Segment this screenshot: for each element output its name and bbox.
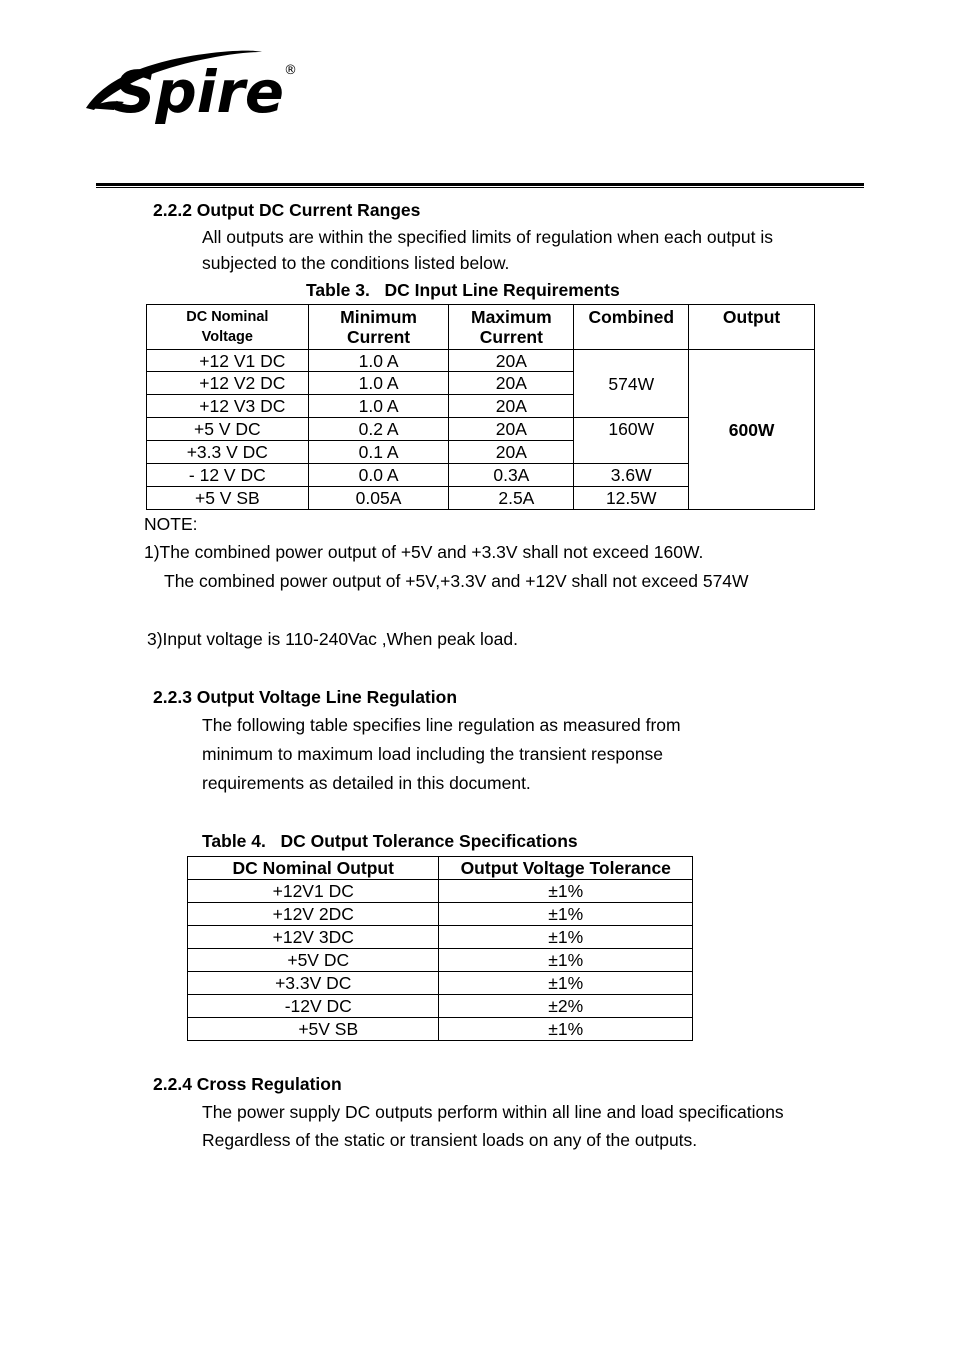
spire-logo-graphic <box>84 40 304 132</box>
table3-dc-input-line-requirements <box>146 304 815 510</box>
table-row <box>188 903 693 926</box>
cell-max-current: 0.3A <box>449 464 574 487</box>
spire-logo <box>84 40 304 137</box>
cell-min-current: 0.1 A <box>308 441 449 464</box>
cell-min-current: 0.0 A <box>308 464 449 487</box>
cell-min-current: 0.05A <box>308 487 449 510</box>
table-header-row <box>147 305 815 350</box>
cell-voltage: +12 V3 DC <box>147 395 309 418</box>
note-line: The combined power output of +5V,+3.3V and +12V shall not exceed 574W <box>164 571 749 591</box>
note-title: NOTE: <box>144 514 198 534</box>
cell-combined: 160W <box>574 418 689 464</box>
cell-tolerance: ±1% <box>439 880 693 903</box>
header-rule-thin <box>96 187 864 188</box>
header-output: Output <box>689 305 815 350</box>
cell-combined: 574W <box>574 350 689 418</box>
cell-tolerance: ±1% <box>439 926 693 949</box>
table-row <box>188 995 693 1018</box>
note-line: 3)Input voltage is 110-240Vac ,When peak load. <box>147 629 518 649</box>
section-body-line: minimum to maximum load including the transient response <box>202 744 664 764</box>
cell-voltage: +12 V1 DC <box>147 350 309 372</box>
cell-max-current: 2.5A <box>449 487 574 510</box>
header-minimum-current <box>308 305 449 350</box>
table-row <box>188 880 693 903</box>
cell-min-current: 1.0 A <box>308 350 449 372</box>
cell-output: +5V DC <box>188 949 439 972</box>
cell-output: +12V1 DC <box>188 880 439 903</box>
section-heading-2-2-2: 2.2.2 Output DC Current Ranges <box>153 200 421 220</box>
section-body-line: Regardless of the static or transient loads on any of the outputs. <box>202 1130 698 1150</box>
cell-tolerance: ±1% <box>439 949 693 972</box>
cell-output: -12V DC <box>188 995 439 1018</box>
section-body-line: requirements as detailed in this document. <box>202 773 531 793</box>
section-heading-2-2-3: 2.2.3 Output Voltage Line Regulation <box>153 687 458 707</box>
header-text: Voltage <box>201 329 253 345</box>
section-body-line: subjected to the conditions listed below. <box>202 253 510 273</box>
table-row <box>188 1018 693 1041</box>
header-rule <box>96 183 864 186</box>
header-text: Maximum <box>471 307 552 327</box>
cell-max-current: 20A <box>449 395 574 418</box>
cell-min-current: 1.0 A <box>308 395 449 418</box>
cell-tolerance: ±1% <box>439 1018 693 1041</box>
cell-tolerance: ±1% <box>439 903 693 926</box>
table-row <box>188 926 693 949</box>
cell-output: +5V SB <box>188 1018 439 1041</box>
cell-max-current: 20A <box>449 441 574 464</box>
cell-combined: 12.5W <box>574 487 689 510</box>
section-body-line: All outputs are within the specified limits of regulation when each output is <box>202 227 774 247</box>
cell-max-current: 20A <box>449 418 574 441</box>
cell-voltage: +3.3 V DC <box>147 441 309 464</box>
cell-tolerance: ±1% <box>439 972 693 995</box>
cell-voltage: - 12 V DC <box>147 464 309 487</box>
note-line: 1)The combined power output of +5V and +3.3V shall not exceed 160W. <box>144 542 704 562</box>
cell-tolerance: ±2% <box>439 995 693 1018</box>
header-combined: Combined <box>574 305 689 350</box>
cell-output: +12V 3DC <box>188 926 439 949</box>
cell-max-current: 20A <box>449 372 574 395</box>
svg-text:®: ® <box>284 63 297 78</box>
header-output-voltage-tolerance: Output Voltage Tolerance <box>439 857 693 880</box>
section-body-line: The power supply DC outputs perform within all line and load specifications <box>202 1102 784 1122</box>
header-maximum-current <box>449 305 574 350</box>
cell-output: +12V 2DC <box>188 903 439 926</box>
cell-max-current: 20A <box>449 350 574 372</box>
table-row <box>188 949 693 972</box>
table-row <box>188 972 693 995</box>
header-text: Current <box>479 327 543 347</box>
table3-caption: Table 3. DC Input Line Requirements <box>306 280 620 300</box>
cell-voltage: +5 V SB <box>147 487 309 510</box>
table-row <box>147 350 815 372</box>
table-header-row <box>188 857 693 880</box>
cell-combined: 3.6W <box>574 464 689 487</box>
cell-min-current: 0.2 A <box>308 418 449 441</box>
header-text: DC Nominal <box>186 309 269 325</box>
header-text: Current <box>346 327 411 347</box>
section-body-line: The following table specifies line regulation as measured from <box>202 715 681 735</box>
header-dc-nominal-voltage <box>147 305 309 350</box>
header-text: Minimum <box>340 307 417 327</box>
section-heading-2-2-4: 2.2.4 Cross Regulation <box>153 1074 342 1094</box>
table4-dc-output-tolerance <box>187 856 693 1041</box>
cell-voltage: +12 V2 DC <box>147 372 309 395</box>
cell-min-current: 1.0 A <box>308 372 449 395</box>
svg-text:Spire: Spire <box>114 58 284 126</box>
cell-voltage: +5 V DC <box>147 418 309 441</box>
cell-output-total: 600W <box>689 350 815 510</box>
header-dc-nominal-output: DC Nominal Output <box>188 857 439 880</box>
cell-output: +3.3V DC <box>188 972 439 995</box>
table4-caption: Table 4. DC Output Tolerance Specifications <box>202 831 578 851</box>
